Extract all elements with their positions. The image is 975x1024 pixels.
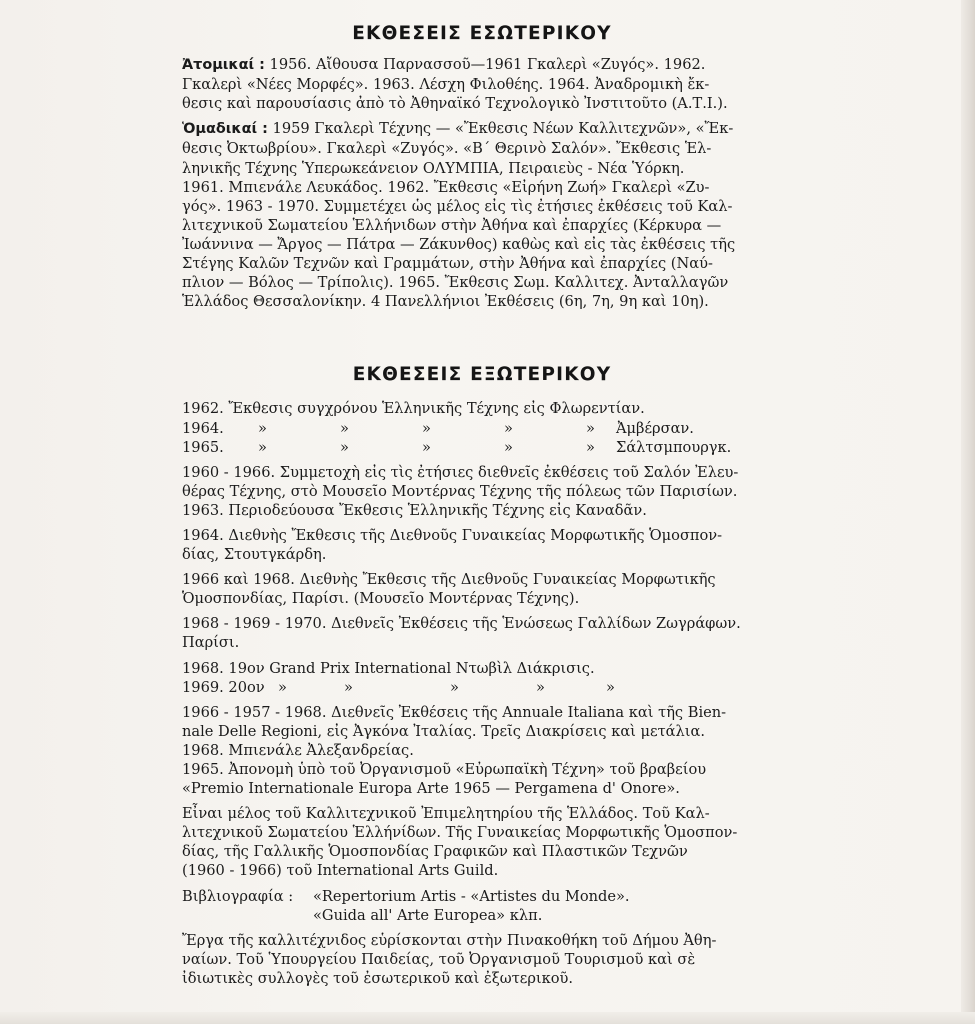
group-exhibitions	[182, 119, 782, 311]
para-1964-line-1: 1964. Διεθνὴς Ἔκθεσις τῆς Διεθνοῦς Γυναικείας Μορφωτικῆς Ὁμοσπον-	[182, 526, 723, 544]
row-1969-year: 1969. 20ον	[182, 678, 265, 696]
para-member-line-3: δίας, τῆς Γαλλικῆς Ὁμοσπονδίας Γραφικῶν καὶ Πλαστικῶν Τεχνῶν	[182, 843, 688, 861]
para-member-line-4: (1960 - 1966) τοῦ International Arts Guild.	[182, 862, 499, 880]
line-1968-grand-prix: 1968. 19ον Grand Prix International Ντωβὶλ Διάκρισις.	[182, 659, 595, 677]
group-line-3: ληνικῆς Τέχνης Ὑπερωκεάνειον ΟΛΥΜΠΙΑ, Πειραιεὺς - Νέα Ὑόρκη.	[182, 159, 685, 177]
group-line-5: γός». 1963 - 1970. Συμμετέχει ὡς μέλος εἰς τὶς ἐτήσιες ἐκθέσεις τοῦ Καλ-	[182, 197, 733, 215]
para-1966-line-2: Ὁμοσπονδίας, Παρίσι. (Μουσεῖο Μοντέρνας Τέχνης).	[182, 590, 580, 608]
line-1962: 1962. Ἔκθεσις συγχρόνου Ἑλληνικῆς Τέχνης εἰς Φλωρεντίαν.	[182, 400, 645, 418]
group-label: Ὁμαδικαί :	[182, 121, 268, 138]
row-1965-year: 1965.	[182, 438, 224, 456]
group-line-9: πλιον — Βόλος — Τρίπολις). 1965. Ἔκθεσις Σωμ. Καλλιτεχ. Ἀνταλλαγῶν	[182, 274, 729, 292]
ditto-mark: »	[586, 438, 595, 456]
row-1964-place: Ἀμβέρσαν.	[616, 419, 694, 437]
page-edge-bottom	[0, 1012, 975, 1024]
para-1964	[182, 526, 782, 564]
page-content	[182, 24, 782, 994]
ditto-mark: »	[344, 678, 353, 696]
group-line-6: λιτεχνικοῦ Σωματείου Ἑλλήνιδων στὴν Ἀθήνα καὶ ἐπαρχίες (Κέρκυρα —	[182, 216, 722, 234]
para-works-line-1: Ἔργα τῆς καλλιτέχνιδος εὑρίσκονται στὴν Πινακοθήκη τοῦ Δήμου Ἀθη-	[182, 931, 717, 949]
ditto-mark: »	[278, 678, 287, 696]
heading-interior-exhibitions: ΕΚΘΕΣΕΙΣ ΕΣΩΤΕΡΙΚΟΥ	[352, 23, 612, 44]
group-line-2: θεσις Ὀκτωβρίου». Γκαλερὶ «Ζυγός». «Β΄ Θερινὸ Σαλόν». Ἔκθεσις Ἑλ-	[182, 140, 712, 158]
para-1966-1968	[182, 570, 782, 608]
bibliography-item: «Repertorium Artis - «Artistes du Monde».	[313, 887, 630, 905]
para-1960-line-3: 1963. Περιοδεύουσα Ἔκθεσις Ἑλληνικῆς Τέχνης εἰς Καναδᾶν.	[182, 501, 647, 519]
para-member-line-1: Εἶναι μέλος τοῦ Καλλιτεχνικοῦ Ἐπιμελητηρίου τῆς Ἑλλάδος. Τοῦ Καλ-	[182, 805, 710, 823]
group-line-4: 1961. Μπιενάλε Λευκάδος. 1962. Ἔκθεσις «Εἰρήνη Ζωή» Γκαλερὶ «Ζυ-	[182, 178, 710, 196]
ditto-mark: »	[450, 678, 459, 696]
para-1966-line-1: 1966 καὶ 1968. Διεθνὴς Ἔκθεσις τῆς Διεθνοῦς Γυναικείας Μορφωτικῆς	[182, 571, 716, 589]
group-line-1: 1959 Γκαλερὶ Τέχνης — «Ἔκθεσις Νέων Καλλιτεχνῶν», «Ἔκ-	[272, 120, 734, 138]
para-ancona-line-1: 1966 - 1957 - 1968. Διεθνεῖς Ἐκθέσεις τῆς Annuale Italiana καὶ τῆς Bien-	[182, 703, 727, 721]
para-ancona-line-3: 1968. Μπιενάλε Ἀλεξανδρείας.	[182, 741, 414, 759]
ditto-mark: »	[422, 419, 431, 437]
heading-exterior-exhibitions: ΕΚΘΕΣΕΙΣ ΕΞΩΤΕΡΙΚΟΥ	[352, 364, 612, 386]
para-1960-line-1: 1960 - 1966. Συμμετοχὴ εἰς τὶς ἐτήσιες διεθνεῖς ἐκθέσεις τοῦ Σαλόν Ἐλευ-	[182, 463, 739, 481]
individual-line-1: 1956. Αἴθουσα Παρνασσοῦ—1961 Γκαλερὶ «Ζυγός». 1962.	[269, 56, 706, 74]
para-works-line-2: ναίων. Τοῦ Ὑπουργείου Παιδείας, τοῦ Ὀργανισμοῦ Τουρισμοῦ καὶ σὲ	[182, 950, 696, 968]
ditto-mark: »	[340, 438, 349, 456]
ditto-mark: »	[258, 438, 267, 456]
individual-label: Ἀτομικαί :	[182, 57, 265, 74]
row-1965	[182, 438, 782, 457]
ditto-mark: »	[536, 678, 545, 696]
para-1968-1970	[182, 614, 782, 652]
para-works	[182, 931, 782, 988]
individual-exhibitions	[182, 55, 782, 113]
ditto-mark: »	[258, 419, 267, 437]
ditto-mark: »	[340, 419, 349, 437]
row-1965-place: Σάλτσμπουργκ.	[616, 438, 732, 456]
group-line-10: Ἑλλάδος Θεσσαλονίκην. 4 Πανελλήνιοι Ἐκθέσεις (6η, 7η, 9η καὶ 10η).	[182, 293, 709, 311]
bibliography-label: Βιβλιογραφία :	[182, 887, 294, 905]
row-1964	[182, 419, 782, 438]
para-works-line-3: ἰδιωτικὲς συλλογὲς τοῦ ἐσωτερικοῦ καὶ ἐξωτερικοῦ.	[182, 969, 574, 987]
para-1960-1966	[182, 463, 782, 520]
para-ancona	[182, 703, 782, 798]
individual-line-2: Γκαλερὶ «Νέες Μορφές». 1963. Λέσχη Φιλοθέης. 1964. Ἀναδρομικὴ ἔκ-	[182, 76, 710, 94]
group-line-7: Ἰωάννινα — Ἄργος — Πάτρα — Ζάκυνθος) καθὼς καὶ εἰς τὰς ἐκθέσεις τῆς	[182, 235, 736, 253]
ditto-mark: »	[422, 438, 431, 456]
ditto-mark: »	[504, 419, 513, 437]
row-1964-year: 1964.	[182, 419, 224, 437]
ditto-mark: »	[606, 678, 615, 696]
row-1969	[182, 678, 782, 697]
individual-line-3: θεσις καὶ παρουσίασις ἀπὸ τὸ Ἀθηναϊκό Τεχνολογικὸ Ἰνστιτοῦτο (Α.Τ.Ι.).	[182, 95, 728, 113]
grand-prix-list	[182, 659, 782, 697]
para-ancona-line-4: 1965. Ἀπονομὴ ὑπὸ τοῦ Ὀργανισμοῦ «Εὐρωπαϊκὴ Τέχνη» τοῦ βραβείου	[182, 761, 707, 778]
para-ancona-line-5: «Premio Internationale Europa Arte 1965 — Pergamena d' Onore».	[182, 780, 680, 798]
group-line-8: Στέγης Καλῶν Τεχνῶν καὶ Γραμμάτων, στὴν Ἀθήνα καὶ ἐπαρχίες (Ναύ-	[182, 255, 713, 273]
para-1968-line-1: 1968 - 1969 - 1970. Διεθνεῖς Ἐκθέσεις τῆς Ἑνώσεως Γαλλίδων Ζωγράφων.	[182, 615, 741, 633]
para-1968-line-2: Παρίσι.	[182, 634, 240, 652]
para-1960-line-2: θέρας Τέχνης, στὸ Μουσεῖο Μοντέρνας Τέχνης τῆς πόλεως τῶν Παρισίων.	[182, 482, 738, 500]
ditto-mark: »	[504, 438, 513, 456]
para-1964-line-2: δίας, Στουτγκάρδη.	[182, 546, 327, 564]
bibliography	[182, 887, 782, 925]
exterior-early-list	[182, 399, 782, 456]
para-membership	[182, 804, 782, 880]
page-edge-right	[961, 0, 975, 1024]
para-member-line-2: λιτεχνικοῦ Σωματείου Ἑλλήνίδων. Τῆς Γυναικείας Μορφωτικῆς Ὁμοσπον-	[182, 824, 738, 842]
para-ancona-line-2: nale Delle Regioni, εἰς Ἀγκόνα Ἰταλίας. Τρεῖς Διακρίσεις καὶ μετάλια.	[182, 722, 705, 740]
bibliography-item: «Guida all' Arte Europea» κλπ.	[313, 906, 543, 924]
bibliography-items	[313, 887, 630, 925]
ditto-mark: »	[586, 419, 595, 437]
